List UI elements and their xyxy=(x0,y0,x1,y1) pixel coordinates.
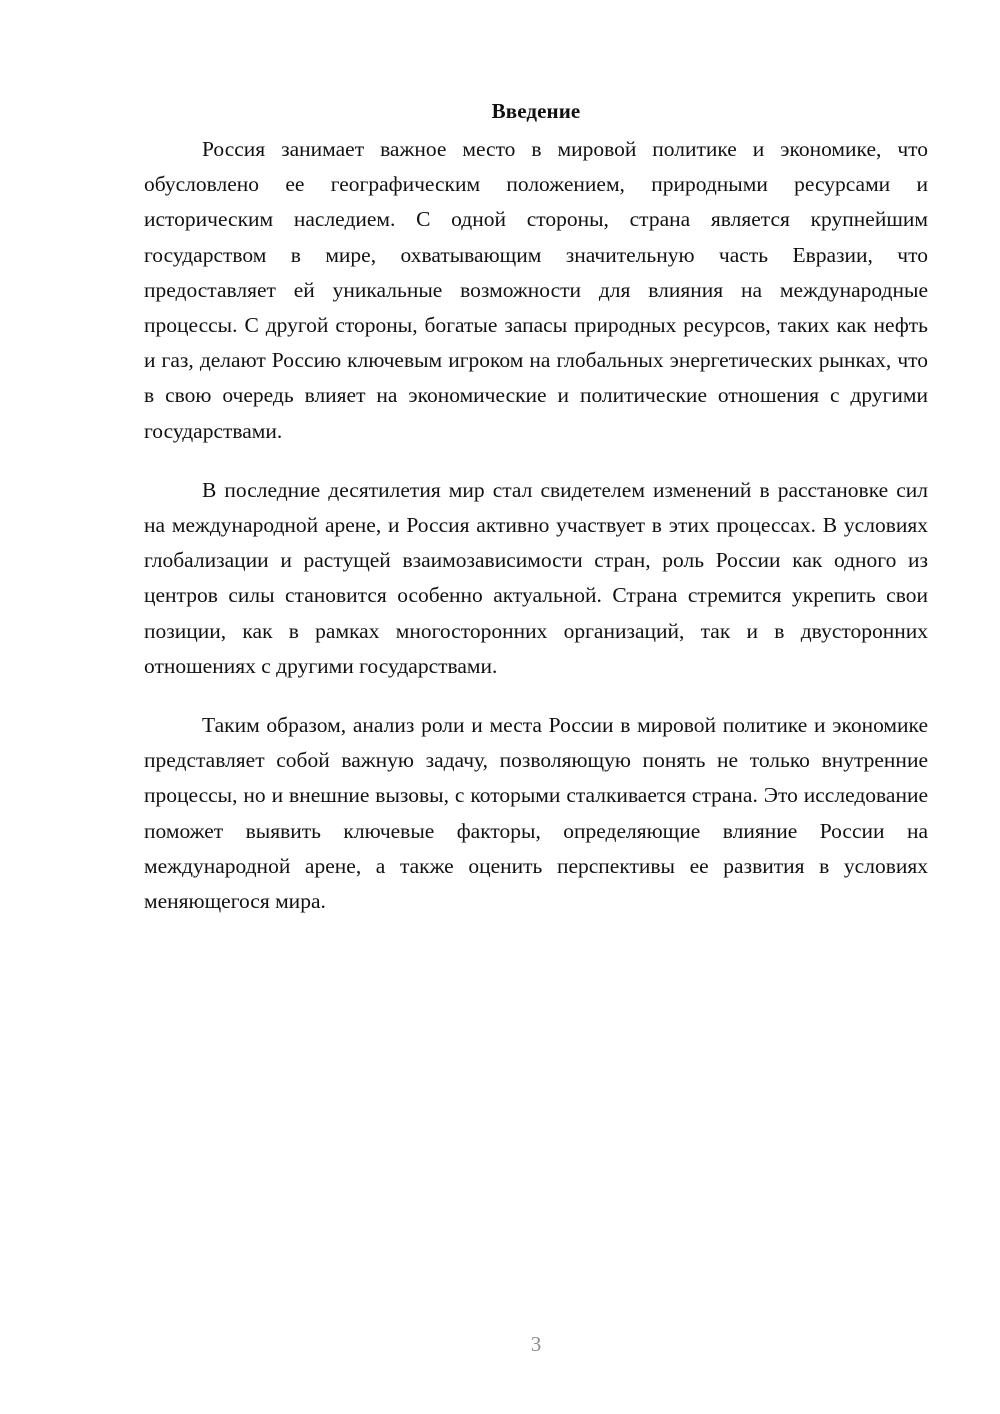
paragraph-2: В последние десятилетия мир стал свидетелем изменений в расстановке сил на международной арене, и Россия активно участвует в этих процессах. В условиях глобализации и растущей взаимозависимости стран, роль России как одного из центров силы становится особенно актуальной. Страна стремится укрепить свои позиции, как в рамках многосторонних организаций, так и в двусторонних отношениях с другими государствами. xyxy=(144,477,928,678)
paragraph-1: Россия занимает важное место в мировой политике и экономике, что обусловлено ее географическим положением, природными ресурсами и историческим наследием. С одной стороны, страна является крупнейшим государством в мире, охватывающим значительную часть Евразии, что предоставляет ей уникальные возможности для влияния на международные процессы. С другой стороны, богатые запасы природных ресурсов, таких как нефть и газ, делают Россию ключевым игроком на глобальных энергетических рынках, что в свою очередь влияет на экономические и политические отношения с другими государствами. xyxy=(144,137,928,443)
section-heading: Введение xyxy=(491,99,581,123)
page-content xyxy=(144,96,928,919)
paragraph-3: Таким образом, анализ роли и места России в мировой политике и экономике представляет собой важную задачу, позволяющую понять не только внутренние процессы, но и внешние вызовы, с которыми сталкивается страна. Это исследование поможет выявить ключевые факторы, определяющие влияние России на международной арене, а также оценить перспективы ее развития в условиях меняющегося мира. xyxy=(144,713,928,914)
page-number: 3 xyxy=(530,1332,542,1356)
